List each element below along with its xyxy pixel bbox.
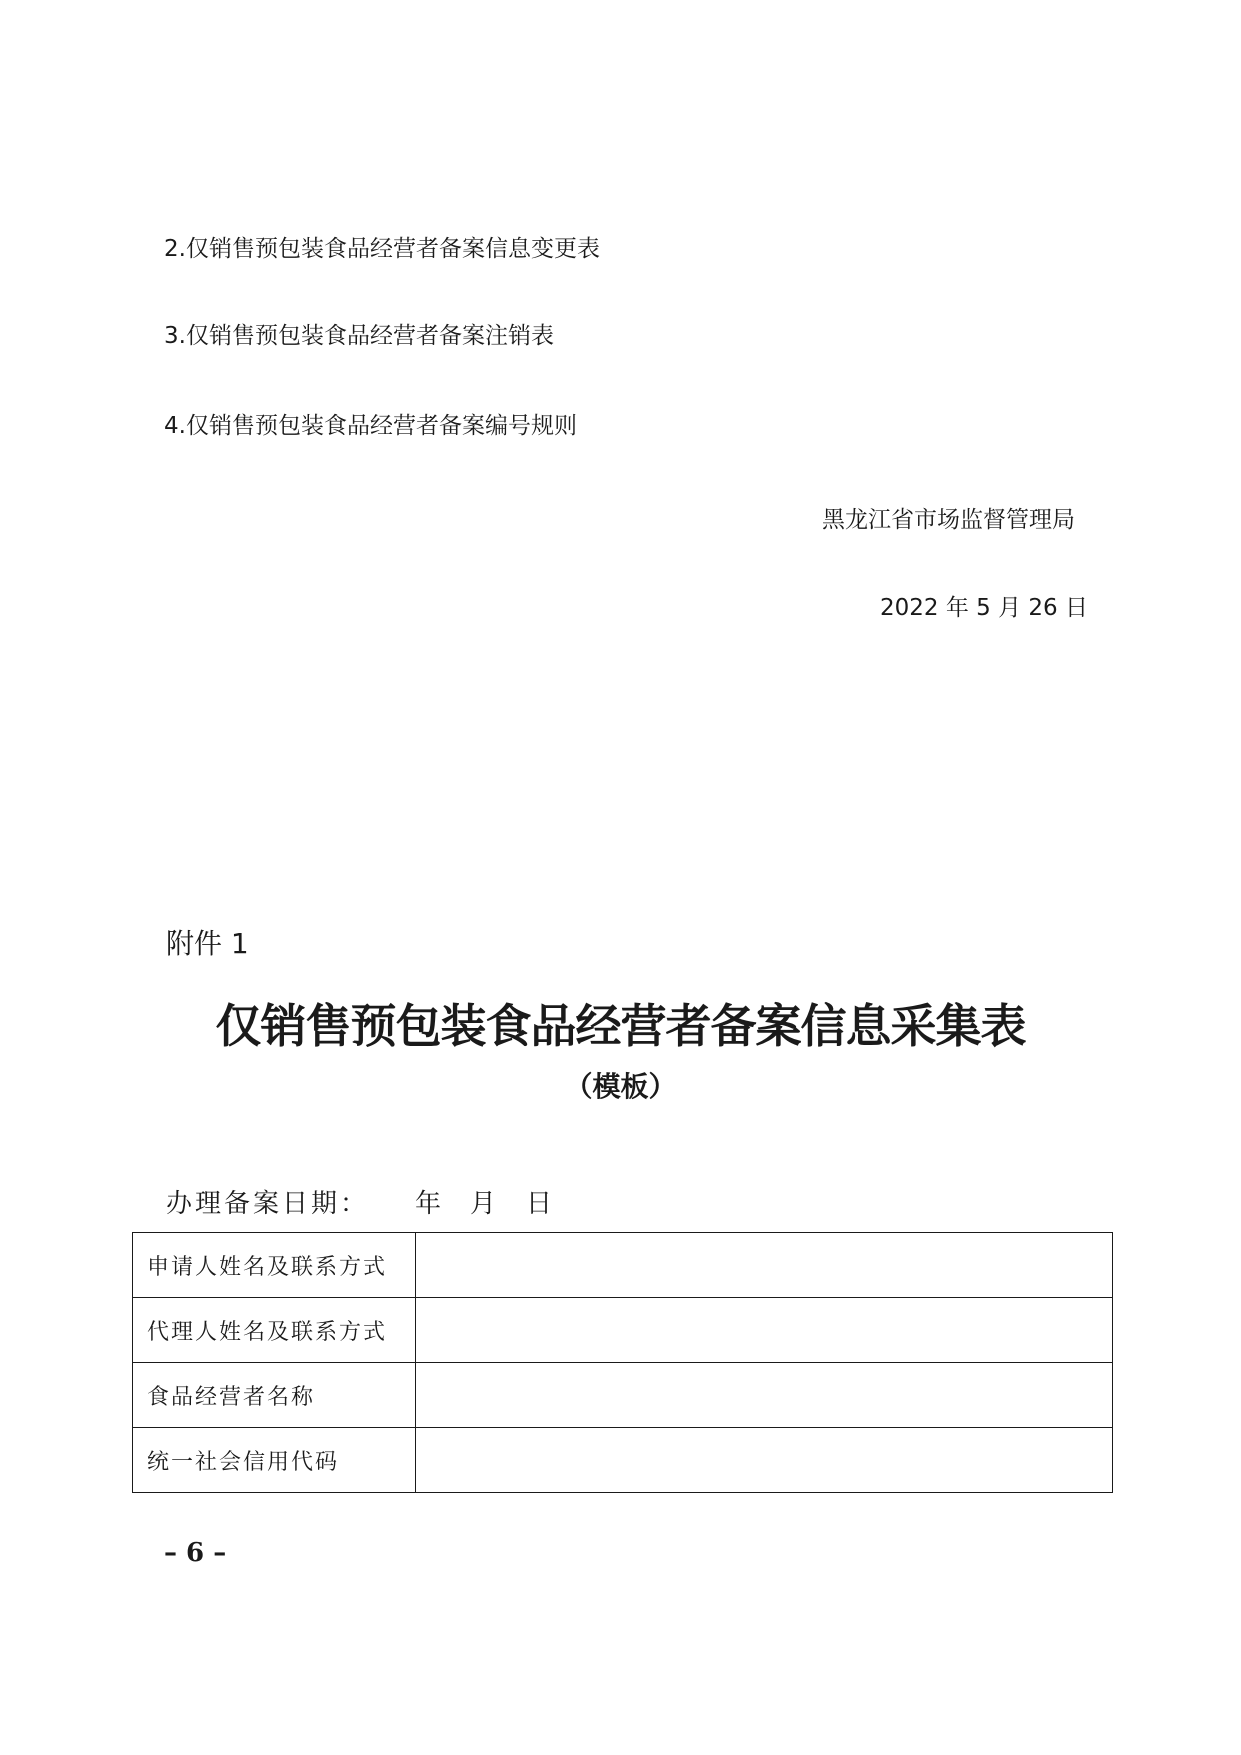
issuer-name: 黑龙江省市场监督管理局 <box>822 507 1075 533</box>
row-value-field[interactable] <box>416 1428 1113 1493</box>
table-row <box>133 1298 1113 1363</box>
list-item: 4.仅销售预包装食品经营者备案编号规则 <box>164 413 577 439</box>
filing-date-month: 月 <box>470 1189 497 1219</box>
filing-date-day: 日 <box>526 1189 553 1219</box>
attachment-label: 附件 1 <box>166 927 249 960</box>
row-label: 食品经营者名称 <box>133 1363 416 1428</box>
row-value-field[interactable] <box>416 1233 1113 1298</box>
info-table <box>132 1232 1113 1493</box>
row-value-field[interactable] <box>416 1363 1113 1428</box>
row-label: 统一社会信用代码 <box>133 1428 416 1493</box>
form-title: 仅销售预包装食品经营者备案信息采集表 <box>215 999 1026 1053</box>
list-item: 2.仅销售预包装食品经营者备案信息变更表 <box>164 236 600 262</box>
table-row <box>133 1363 1113 1428</box>
row-label: 申请人姓名及联系方式 <box>133 1233 416 1298</box>
form-subtitle: （模板） <box>564 1070 677 1103</box>
filing-date-label: 办理备案日期： <box>166 1189 370 1219</box>
row-value-field[interactable] <box>416 1298 1113 1363</box>
issue-date: 2022 年 5 月 26 日 <box>880 595 1088 621</box>
table-row <box>133 1428 1113 1493</box>
page-number: – 6 – <box>164 1538 227 1568</box>
table-row <box>133 1233 1113 1298</box>
row-label: 代理人姓名及联系方式 <box>133 1298 416 1363</box>
list-item: 3.仅销售预包装食品经营者备案注销表 <box>164 323 554 349</box>
filing-date-year: 年 <box>415 1189 442 1219</box>
